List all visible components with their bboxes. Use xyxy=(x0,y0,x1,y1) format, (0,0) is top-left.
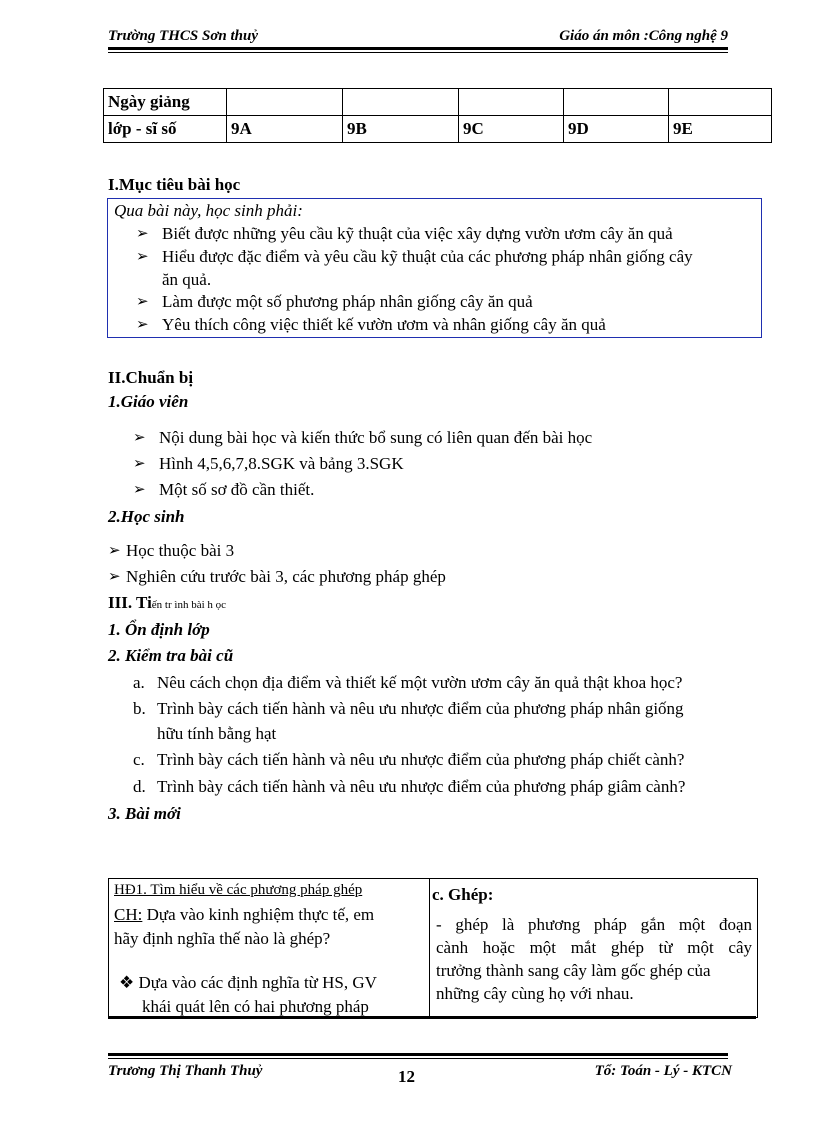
list-item: ➢ Làm được một số phương pháp nhân giống cây ăn quả xyxy=(136,292,533,311)
arrow-bullet-icon: ➢ xyxy=(136,294,149,310)
list-item: ➢ Nội dung bài học và kiến thức bổ sung có liên quan đến bài học xyxy=(133,428,593,447)
definition-line: - ghép là phương pháp gắn một đoạn xyxy=(436,915,752,934)
class-size-label: lớp - sĩ số xyxy=(104,116,227,143)
definition-line: những cây cùng họ với nhau. xyxy=(436,984,634,1003)
table-cell xyxy=(343,89,459,116)
content-cell xyxy=(430,879,757,1017)
definition-line: cành hoặc một mắt ghép từ một cây xyxy=(436,938,752,957)
header-rule-thin xyxy=(108,52,728,53)
footer-author: Trương Thị Thanh Thuỷ xyxy=(108,1063,263,1079)
list-item: ➢ Một số sơ đồ cần thiết. xyxy=(133,480,315,499)
list-item: ➢ Yêu thích công việc thiết kế vườn ươm và nhân giống cây ăn quả xyxy=(136,315,606,334)
question-line: hãy định nghĩa thế nào là ghép? xyxy=(114,929,331,948)
activity-heading: HĐ1. Tìm hiểu về các phương pháp ghép xyxy=(114,882,363,898)
step2-title: 2. Kiểm tra bài cũ xyxy=(108,646,234,665)
list-item: ➢ Biết được những yêu cầu kỹ thuật của việc xây dựng vườn ươm cây ăn quả xyxy=(136,224,673,243)
table-bottom-rule xyxy=(108,1016,756,1019)
arrow-bullet-icon: ➢ xyxy=(133,430,146,446)
student-title: 2.Học sinh xyxy=(108,507,185,526)
header-subject: Giáo án môn :Công nghệ 9 xyxy=(559,28,728,44)
arrow-bullet-icon: ➢ xyxy=(136,249,149,265)
table-cell xyxy=(227,89,343,116)
header-school: Trường THCS Sơn thuỷ xyxy=(108,28,258,44)
list-item-continued: ăn quả. xyxy=(162,270,212,289)
footer-group: Tổ: Toán - Lý - KTCN xyxy=(594,1063,732,1079)
class-cell: 9D xyxy=(564,116,669,143)
arrow-bullet-icon: ➢ xyxy=(108,569,121,585)
arrow-bullet-icon: ➢ xyxy=(133,482,146,498)
list-item: ➢ Hình 4,5,6,7,8.SGK và bảng 3.SGK xyxy=(133,454,404,473)
list-item: ➢ Hiểu được đặc điểm và yêu cầu kỹ thuật của các phương pháp nhân giống cây xyxy=(136,247,693,266)
class-table xyxy=(103,88,772,143)
class-cell: 9E xyxy=(669,116,772,143)
question-line: CH: Dựa vào kinh nghiệm thực tế, em xyxy=(114,905,375,924)
table-cell xyxy=(459,89,564,116)
arrow-bullet-icon: ➢ xyxy=(136,317,149,333)
step3-title: 3. Bài mới xyxy=(108,804,181,823)
activity-table xyxy=(108,878,758,1018)
teacher-activity-cell xyxy=(109,879,430,1017)
footer-rule-thin xyxy=(108,1058,728,1059)
objectives-intro: Qua bài này, học sinh phải: xyxy=(114,201,303,220)
class-cell: 9B xyxy=(343,116,459,143)
diamond-bullet-icon: ❖ xyxy=(119,973,135,992)
note-line: khái quát lên có hai phương pháp xyxy=(142,997,369,1016)
note-line: ❖ Dựa vào các định nghĩa từ HS, GV xyxy=(119,973,377,992)
table-cell xyxy=(669,89,772,116)
table-cell xyxy=(564,89,669,116)
list-item: ➢ Nghiên cứu trước bài 3, các phương pháp ghép xyxy=(108,567,446,586)
class-cell: 9A xyxy=(227,116,343,143)
section2-title: II.Chuẩn bị xyxy=(108,368,194,387)
step1-title: 1. Ổn định lớp xyxy=(108,620,210,639)
page-number: 12 xyxy=(398,1067,415,1086)
list-item: ➢ Học thuộc bài 3 xyxy=(108,541,235,560)
header-rule xyxy=(108,47,728,50)
arrow-bullet-icon: ➢ xyxy=(108,543,121,559)
class-cell: 9C xyxy=(459,116,564,143)
teacher-title: 1.Giáo viên xyxy=(108,392,189,411)
section1-title: I.Mục tiêu bài học xyxy=(108,175,241,194)
table-row xyxy=(104,116,772,143)
teaching-date-label: Ngày giảng xyxy=(104,89,227,116)
graft-title: c. Ghép: xyxy=(432,885,494,904)
section3-title: III. Tiến tr ình bài h ọc xyxy=(108,593,227,612)
page-header xyxy=(108,28,728,48)
table-row xyxy=(104,89,772,116)
objectives-box xyxy=(107,198,762,338)
footer-rule xyxy=(108,1053,728,1056)
definition-line: trưởng thành sang cây làm gốc ghép của xyxy=(436,961,711,980)
arrow-bullet-icon: ➢ xyxy=(133,456,146,472)
arrow-bullet-icon: ➢ xyxy=(136,226,149,242)
